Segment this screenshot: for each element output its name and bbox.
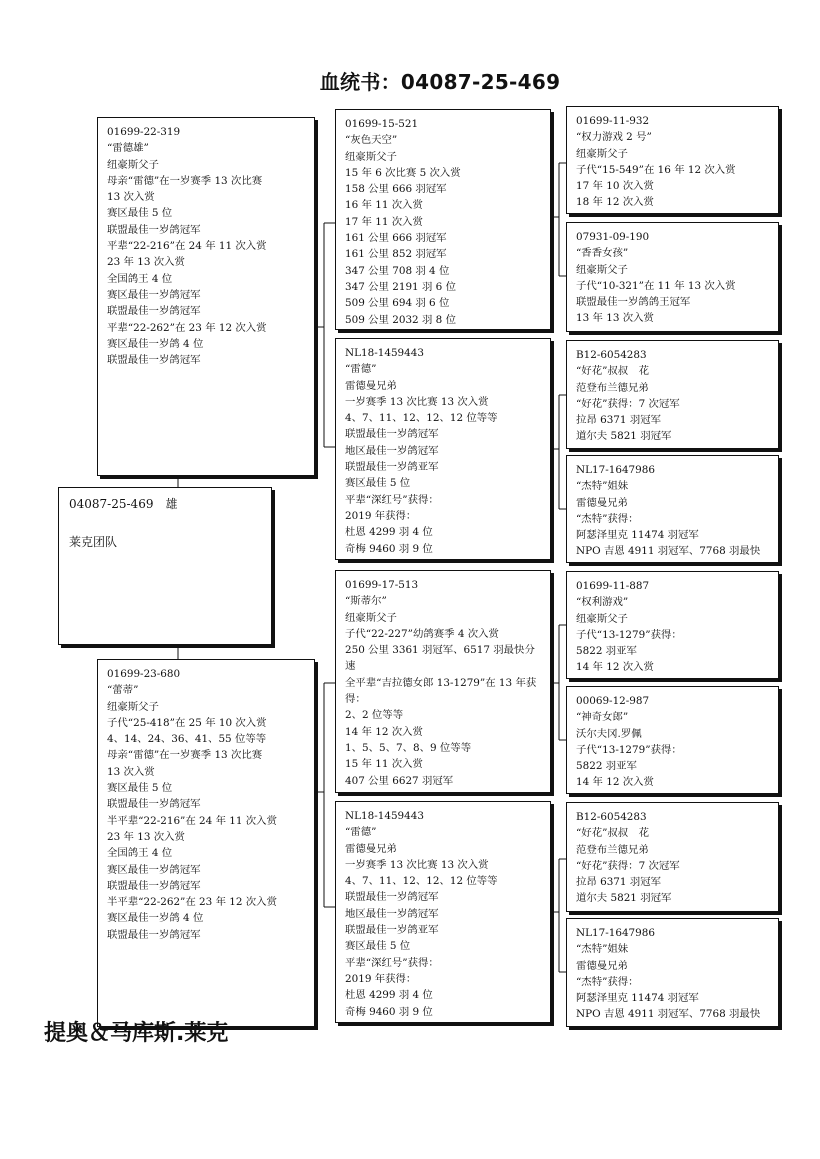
text-line: 347 公里 708 羽 4 位 <box>345 264 450 277</box>
text-line: 赛区最佳 5 位 <box>107 207 173 220</box>
page-title: 血统书：04087-25-469 <box>319 70 561 94</box>
great-grandparent-6-box <box>566 686 779 794</box>
text-line: 01699-23-680 <box>107 668 181 680</box>
text-line: 地区最佳一岁鸽冠军 <box>345 444 439 457</box>
text-line: 雷德曼兄弟 <box>345 379 397 392</box>
text-line: 07931-09-190 <box>576 231 650 243</box>
text-line: “蕾蒂” <box>107 684 139 697</box>
text-line: “神奇女郎” <box>576 711 629 724</box>
text-line: 联盟最佳一岁鸽冠军 <box>345 891 439 904</box>
text-line: 2019 年获得： <box>345 972 417 985</box>
text-line: 子代“13-1279”获得： <box>576 628 682 641</box>
text-line: 联盟最佳一岁鸽冠军 <box>107 223 201 236</box>
text-line: 158 公里 666 羽冠军 <box>345 183 447 196</box>
great-grandparent-8-box <box>566 918 779 1027</box>
text-line: “杰特”获得： <box>576 975 639 988</box>
text-line: 联盟最佳一岁鸽亚军 <box>345 461 439 474</box>
text-line: “斯蒂尔” <box>345 595 387 608</box>
text-line: 347 公里 2191 羽 6 位 <box>345 280 456 293</box>
text-line: 道尔夫 5821 羽冠军 <box>576 430 672 443</box>
text-line: 407 公里 6627 羽冠军 <box>345 774 454 787</box>
text-line: 赛区最佳一岁鸽冠军 <box>107 288 201 301</box>
text-line: 赛区最佳 5 位 <box>107 782 173 795</box>
text-line: 平辈“22-216”在 24 年 11 次入赏 <box>107 240 267 253</box>
great-grandparent-2-box <box>566 222 779 332</box>
text-line: 16 年 11 次入赏 <box>345 199 423 212</box>
text-line: 雷德曼兄弟 <box>345 842 397 855</box>
text-line: 23 年 13 次入赏 <box>107 830 185 843</box>
text-line: 赛区最佳 5 位 <box>345 940 411 953</box>
text-line: “权利游戏” <box>576 596 629 609</box>
text-line: 509 公里 2032 羽 8 位 <box>345 313 456 326</box>
subject-team: 莱克团队 <box>69 535 118 549</box>
text-line: 杜恩 4299 羽 4 位 <box>345 989 433 1002</box>
text-line: 母亲“雷德”在一岁赛季 13 次比赛 <box>107 749 263 762</box>
text-line: 平辈“深红号”获得： <box>345 956 439 969</box>
text-line: 01699-11-932 <box>576 115 650 127</box>
great-grandparent-3-box <box>566 340 779 449</box>
text-line: 纽豪斯父子 <box>345 150 397 163</box>
text-line: “好花”获得：7 次冠军 <box>576 859 680 872</box>
text-line: 母亲“雷德”在一岁赛季 13 次比赛 <box>107 174 263 187</box>
text-line: NL18-1459443 <box>345 347 425 359</box>
text-line: “杰特”姐妹 <box>576 480 629 493</box>
text-line: 2019 年获得： <box>345 509 417 522</box>
text-line: 250 公里 3361 羽冠军、6517 羽最快分速 <box>345 644 535 673</box>
text-line: 15 年 11 次入赏 <box>345 758 423 771</box>
text-line: 联盟最佳一岁鸽冠军 <box>107 928 201 941</box>
text-line: 赛区最佳一岁鸽冠军 <box>107 863 201 876</box>
text-line: 奇梅 9460 羽 9 位 <box>345 1005 433 1018</box>
text-line: 01699-11-887 <box>576 580 650 592</box>
text-line: 5822 羽亚军 <box>576 760 637 773</box>
text-line: 161 公里 852 羽冠军 <box>345 248 447 261</box>
text-line: 15 年 6 次比赛 5 次入赏 <box>345 166 461 179</box>
text-line: 00069-12-987 <box>576 695 650 707</box>
text-line: 纽豪斯父子 <box>107 700 159 713</box>
text-line: 范登布兰德兄弟 <box>576 381 649 394</box>
text-line: 一岁赛季 13 次比赛 13 次入赏 <box>345 395 489 408</box>
text-line: 赛区最佳 5 位 <box>345 477 411 490</box>
text-line: NL17-1647986 <box>576 927 656 939</box>
subject-box <box>58 487 272 645</box>
text-line: 杜恩 4299 羽 4 位 <box>345 526 433 539</box>
sire-dam-box <box>335 338 551 560</box>
text-line: 2、2 位等等 <box>345 709 404 722</box>
text-line: 17 年 10 次入赏 <box>576 180 654 193</box>
text-line: 14 年 12 次入赏 <box>345 725 423 738</box>
text-line: 联盟最佳一岁鸽冠军 <box>345 428 439 441</box>
text-line: 全国鸽王 4 位 <box>107 847 173 860</box>
text-line: 一岁赛季 13 次比赛 13 次入赏 <box>345 858 489 871</box>
text-line: 纽豪斯父子 <box>576 263 628 276</box>
text-line: 4、7、11、12、12、12 位等等 <box>345 412 498 425</box>
text-line: “雷德” <box>345 363 377 376</box>
text-line: NPO 吉恩 4911 羽冠军、7768 羽最快 <box>576 1008 761 1021</box>
text-line: 道尔夫 5821 羽冠军 <box>576 892 672 905</box>
text-line: 5822 羽亚军 <box>576 645 637 658</box>
text-line: “好花”叔叔 花 <box>576 827 649 840</box>
text-line: 子代“15-549”在 16 年 12 次入赏 <box>576 163 736 176</box>
text-line: 纽豪斯父子 <box>345 611 397 624</box>
text-line: 13 年 13 次入赏 <box>576 312 654 325</box>
text-line: “雷德雄” <box>107 142 149 155</box>
text-line: “权力游戏 2 号” <box>576 131 652 144</box>
text-line: “好花”获得：7 次冠军 <box>576 397 680 410</box>
text-line: 雷德曼兄弟 <box>576 496 628 509</box>
sire-sire-box <box>335 109 551 330</box>
text-line: 全国鸽王 4 位 <box>107 272 173 285</box>
text-line: “雷德” <box>345 826 377 839</box>
text-line: 01699-22-319 <box>107 126 181 138</box>
text-line: “好花”叔叔 花 <box>576 365 649 378</box>
dam-dam-box <box>335 801 551 1023</box>
text-line: 14 年 12 次入赏 <box>576 661 654 674</box>
great-grandparent-1-box <box>566 106 779 214</box>
text-line: 赛区最佳一岁鸽 4 位 <box>107 337 204 350</box>
text-line: 纽豪斯父子 <box>576 147 628 160</box>
text-line: 13 次入赏 <box>107 191 155 204</box>
text-line: 纽豪斯父子 <box>107 158 159 171</box>
text-line: 13 次入赏 <box>107 765 155 778</box>
text-line: 雷德曼兄弟 <box>576 959 628 972</box>
dam-box <box>97 659 315 1027</box>
text-line: “杰特”获得： <box>576 512 639 525</box>
text-line: 地区最佳一岁鸽冠军 <box>345 907 439 920</box>
text-line: 联盟最佳一岁鸽冠军 <box>107 879 201 892</box>
text-line: 1、5、5、7、8、9 位等等 <box>345 741 472 754</box>
text-line: 联盟最佳一岁鸽亚军 <box>345 924 439 937</box>
dam-sire-box <box>335 570 551 793</box>
great-grandparent-4-box <box>566 455 779 563</box>
text-line: 拉昂 6371 羽冠军 <box>576 414 662 427</box>
text-line: 01699-15-521 <box>345 118 419 130</box>
text-line: 半平辈“22-262”在 23 年 12 次入赏 <box>107 896 277 909</box>
owner-names: 提奥＆马库斯.莱克 <box>44 1021 229 1046</box>
text-line: 4、14、24、36、41、55 位等等 <box>107 733 267 746</box>
text-line: “香香女孩” <box>576 247 629 260</box>
subject-ring: 04087-25-469 雄 <box>69 497 178 511</box>
text-line: B12-6054283 <box>576 349 647 361</box>
great-grandparent-5-box <box>566 571 779 679</box>
text-line: 子代“22-227”幼鸽赛季 4 次入赏 <box>345 627 499 640</box>
text-line: 23 年 13 次入赏 <box>107 256 185 269</box>
text-line: 平辈“深红号”获得： <box>345 493 439 506</box>
text-line: “灰色天空” <box>345 134 398 147</box>
text-line: 拉昂 6371 羽冠军 <box>576 876 662 889</box>
text-line: 沃尔夫冈.罗佩 <box>576 727 642 740</box>
text-line: 全平辈“吉拉德女郎 13-1279”在 13 年获得： <box>345 676 537 706</box>
text-line: 阿瑟泽里克 11474 羽冠军 <box>576 529 699 542</box>
text-line: 范登布兰德兄弟 <box>576 843 649 856</box>
text-line: B12-6054283 <box>576 811 647 823</box>
text-line: 联盟最佳一岁鸽冠军 <box>107 798 201 811</box>
text-line: 子代“10-321”在 11 年 13 次入赏 <box>576 279 736 292</box>
text-line: 161 公里 666 羽冠军 <box>345 232 447 245</box>
text-line: 509 公里 694 羽 6 位 <box>345 297 450 310</box>
text-line: “杰特”姐妹 <box>576 943 629 956</box>
text-line: 平辈“22-262”在 23 年 12 次入赏 <box>107 321 267 334</box>
text-line: 17 年 11 次入赏 <box>345 215 423 228</box>
text-line: 奇梅 9460 羽 9 位 <box>345 542 433 555</box>
text-line: 4、7、11、12、12、12 位等等 <box>345 875 498 888</box>
text-line: 14 年 12 次入赏 <box>576 776 654 789</box>
text-line: NL18-1459443 <box>345 810 425 822</box>
sire-box <box>97 117 315 476</box>
text-line: 联盟最佳一岁鸽冠军 <box>107 305 201 318</box>
text-line: 联盟最佳一岁鸽冠军 <box>107 354 201 367</box>
text-line: NL17-1647986 <box>576 464 656 476</box>
text-line: 子代“25-418”在 25 年 10 次入赏 <box>107 716 267 729</box>
text-line: 01699-17-513 <box>345 579 419 591</box>
great-grandparent-7-box <box>566 802 779 912</box>
text-line: 纽豪斯父子 <box>576 612 628 625</box>
text-line: NPO 吉恩 4911 羽冠军、7768 羽最快 <box>576 545 761 558</box>
text-line: 阿瑟泽里克 11474 羽冠军 <box>576 992 699 1005</box>
text-line: 18 年 12 次入赏 <box>576 196 654 209</box>
text-line: 联盟最佳一岁鸽鸽王冠军 <box>576 296 691 309</box>
text-line: 半平辈“22-216”在 24 年 11 次入赏 <box>107 814 277 827</box>
text-line: 子代“13-1279”获得： <box>576 743 682 756</box>
text-line: 赛区最佳一岁鸽 4 位 <box>107 912 204 925</box>
